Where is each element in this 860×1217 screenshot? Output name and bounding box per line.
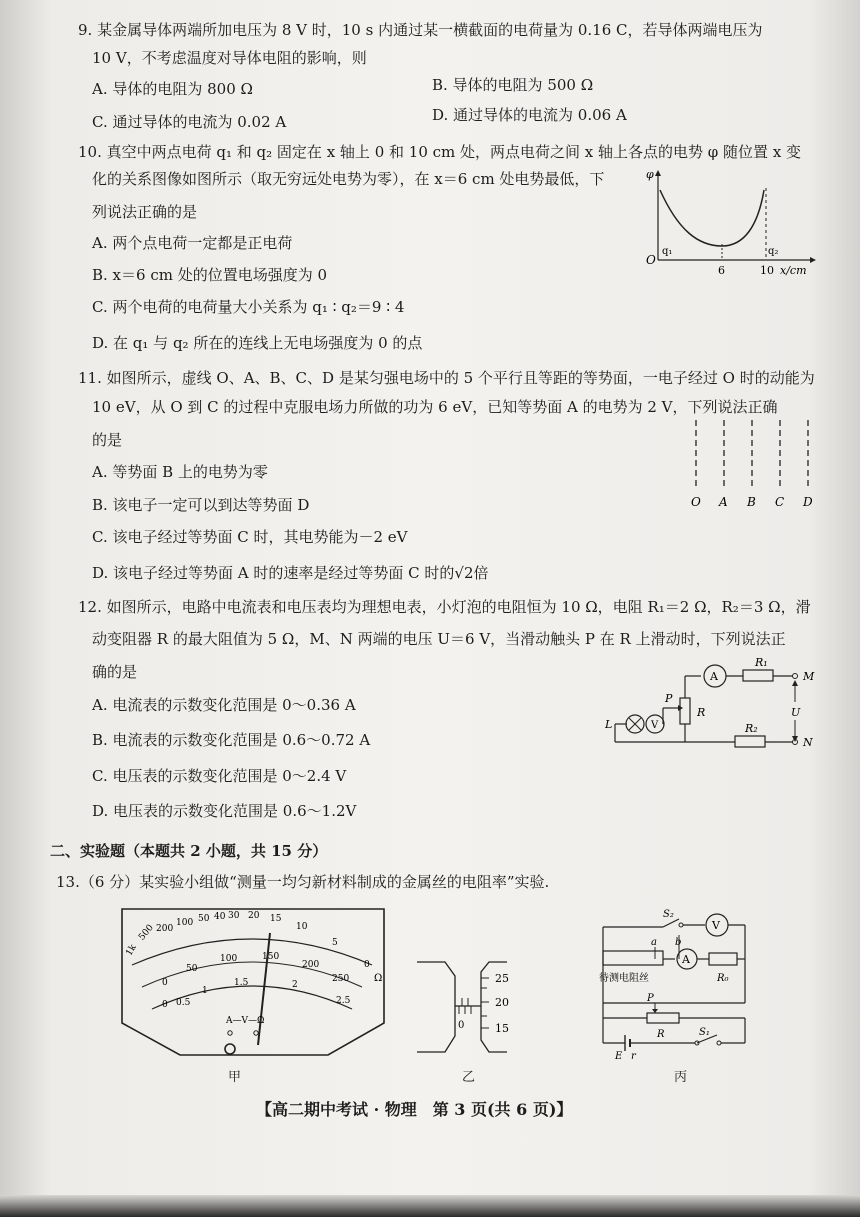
q11-label-a: A [719,495,728,509]
q12-ammeter-label: A [710,670,718,683]
q12-r-label: R [697,706,706,719]
low-tick-0.5: 0.5 [176,998,191,1008]
q12-option-a: A. 电流表的示数变化范围是 0～0.36 A [92,696,356,714]
q13-voltmeter-label: V [712,919,720,932]
q13-mid-scale-labels [162,952,349,988]
q9-option-d: D. 通过导体的电流为 0.06 A [432,106,627,124]
q13-r0-label: R₀ [717,973,729,984]
q13-b-label: b [675,937,682,948]
q12-m-label: M [803,670,815,683]
ohm-tick-50: 50 [198,914,210,924]
ohm-tick-40: 40 [214,912,226,922]
q10-x10-label: 10 [760,264,774,277]
q11-option-a: A. 等势面 B 上的电势为零 [92,463,268,481]
q13-s1-label: S₁ [699,1027,710,1038]
q11-option-d: D. 该电子经过等势面 A 时的速率是经过等势面 C 时的√2倍 [92,564,489,582]
ohm-tick-500: 500 [137,922,156,943]
q13-zero-adjust-knob [225,1044,235,1054]
q10-q1-label: q₁ [662,246,673,257]
q11-stem-line1: 11. 如图所示，虚线 O、A、B、C、D 是某匀强电场中的 5 个平行且等距的等势面，一电子经过 O 时的动能为 [78,369,815,387]
page-footer: 【高二期中考试 · 物理 第 3 页(共 6 页)】 [256,1100,573,1119]
q12-option-b: B. 电流表的示数变化范围是 0.6～0.72 A [92,731,371,749]
q13-ammeter-label: A [682,953,690,966]
section-experiment-heading: 二、实验题（本题共 2 小题，共 15 分） [50,842,328,860]
ohm-tick-5: 5 [332,938,338,948]
q10-origin-label: O [646,253,656,267]
mid-tick-50: 50 [186,964,198,974]
q10-option-c: C. 两个电荷的电荷量大小关系为 q₁ ∶ q₂＝9 ∶ 4 [92,298,405,316]
q13-e-label: E [615,1051,623,1062]
q12-stem-line3: 确的是 [92,663,138,681]
q12-rheostat [680,698,690,724]
q13-fig-bing-caption: 丙 [674,1070,688,1085]
ohm-tick-10: 10 [296,922,308,932]
q13-a-label: a [651,937,657,948]
mid-tick-0: 0 [162,978,168,988]
q13-p-label: P [647,993,654,1004]
q10-option-a: A. 两个点电荷一定都是正电荷 [92,234,293,252]
ohm-tick-100: 100 [176,918,194,928]
q13-meter-pointer [258,933,270,1045]
q11-option-b: B. 该电子一定可以到达等势面 D [92,496,310,514]
q10-stem-line2: 化的关系图像如图所示（取无穷远处电势为零），在 x＝6 cm 处电势最低，下 [92,170,605,188]
ohm-tick-200: 200 [156,924,174,934]
q12-r2-label: R₂ [745,722,758,735]
ohm-tick-30: 30 [228,911,240,921]
q11-label-o: O [691,495,701,509]
q11-stem-line2: 10 eV，从 O 到 C 的过程中克服电场力所做的功为 6 eV，已知等势面 A 的电势为 2 V，下列说法正确 [92,398,778,416]
q10-option-d: D. 在 q₁ 与 q₂ 所在的连线上无电场强度为 0 的点 [92,334,423,352]
q12-r1-label: R₁ [755,656,768,669]
q12-circuit-diagram [605,652,830,752]
low-tick-1: 1 [202,986,208,996]
q11-label-d: D [803,495,813,509]
micrometer-zero: 0 [458,1020,465,1031]
q13-test-wire-resistor [603,951,663,965]
q13-multimeter-figure [118,905,390,1067]
q10-stem-line1: 10. 真空中两点电荷 q₁ 和 q₂ 固定在 x 轴上 0 和 10 cm 处，两点电荷之间 x 轴上各点的电势 φ 随位置 x 变 [78,143,802,161]
q13-circuit-figure [595,905,765,1065]
q9-option-a: A. 导体的电阻为 800 Ω [92,80,253,98]
q9-stem-line2: 10 V，不考虑温度对导体电阻的影响，则 [92,49,367,67]
ohm-tick-20: 20 [248,911,260,921]
q11-stem-line3: 的是 [92,431,123,449]
q12-resistor-r1 [743,670,773,681]
q10-x6-label: 6 [718,264,725,277]
low-tick-0: 0 [162,1000,168,1010]
q10-potential-curve [660,190,764,246]
ohm-unit-label: Ω [374,973,383,984]
q12-u-label: U [791,706,801,719]
low-tick-2.5: 2.5 [336,996,351,1006]
mid-tick-150: 150 [262,952,280,962]
q12-n-label: N [803,736,813,749]
q13-r-internal-label: r [631,1051,636,1062]
q13-rheostat-r [647,1013,679,1023]
q10-phi-label: φ [646,168,654,181]
q11-equipotential-diagram [684,418,824,510]
mid-tick-100: 100 [220,954,238,964]
q12-p-label: P [665,692,673,705]
micrometer-tick-20: 20 [495,996,509,1009]
ohm-tick-15: 15 [270,914,282,924]
q12-option-c: C. 电压表的示数变化范围是 0～2.4 V [92,767,347,785]
q11-label-b: B [747,495,756,509]
micrometer-tick-15: 15 [495,1022,509,1035]
q10-option-b: B. x＝6 cm 处的位置电场强度为 0 [92,266,328,284]
q13-low-scale-labels [162,978,351,1010]
q13-test-wire-label: 待测电阻丝 [599,973,649,984]
scan-bottom-edge [0,1195,860,1217]
q13-meter-bottom-label: A—V—Ω [226,1016,265,1026]
q9-stem-line1: 9. 某金属导体两端所加电压为 8 V 时，10 s 内通过某一横截面的电荷量为 0.16 C，若导体两端电压为 [78,21,763,39]
q13-fig-yi-caption: 乙 [462,1070,476,1085]
ohm-tick-0: 0 [364,960,370,970]
q9-option-c: C. 通过导体的电流为 0.02 A [92,113,287,131]
q11-option-c: C. 该电子经过等势面 C 时，其电势能为－2 eV [92,528,408,546]
q10-potential-graph [640,168,820,278]
q12-lamp-label: L [605,718,613,731]
low-tick-1.5: 1.5 [234,978,249,988]
micrometer-tick-25: 25 [495,972,509,985]
q11-label-c: C [775,495,785,509]
low-tick-2: 2 [292,980,298,990]
mid-tick-200: 200 [302,960,320,970]
q12-stem-line2: 动变阻器 R 的最大阻值为 5 Ω，M、N 两端的电压 U＝6 V，当滑动触头 P 在 R 上滑动时，下列说法正 [92,630,786,648]
q10-stem-line3: 列说法正确的是 [92,203,198,221]
q13-rheostat-label: R [657,1029,665,1040]
ohm-tick-1k: 1k [124,943,139,958]
q12-option-d: D. 电压表的示数变化范围是 0.6～1.2V [92,802,357,820]
q9-option-b: B. 导体的电阻为 500 Ω [432,76,594,94]
q13-micrometer-figure [415,958,525,1058]
q10-x-unit-label: x/cm [780,264,807,277]
q10-q2-label: q₂ [768,246,779,257]
q12-resistor-r2 [735,736,765,747]
mid-tick-250: 250 [332,974,350,984]
q13-fig-jia-caption: 甲 [228,1070,242,1085]
q12-voltmeter-label: V [651,720,659,731]
q13-stem: 13.（6 分）某实验小组做“测量一均匀新材料制成的金属丝的电阻率”实验. [56,873,550,891]
q13-s2-label: S₂ [663,909,674,920]
q12-stem-line1: 12. 如图所示，电路中电流表和电压表均为理想电表，小灯泡的电阻恒为 10 Ω，电阻 R₁＝2 Ω，R₂＝3 Ω，滑 [78,598,811,616]
q13-r0-resistor [709,953,737,965]
